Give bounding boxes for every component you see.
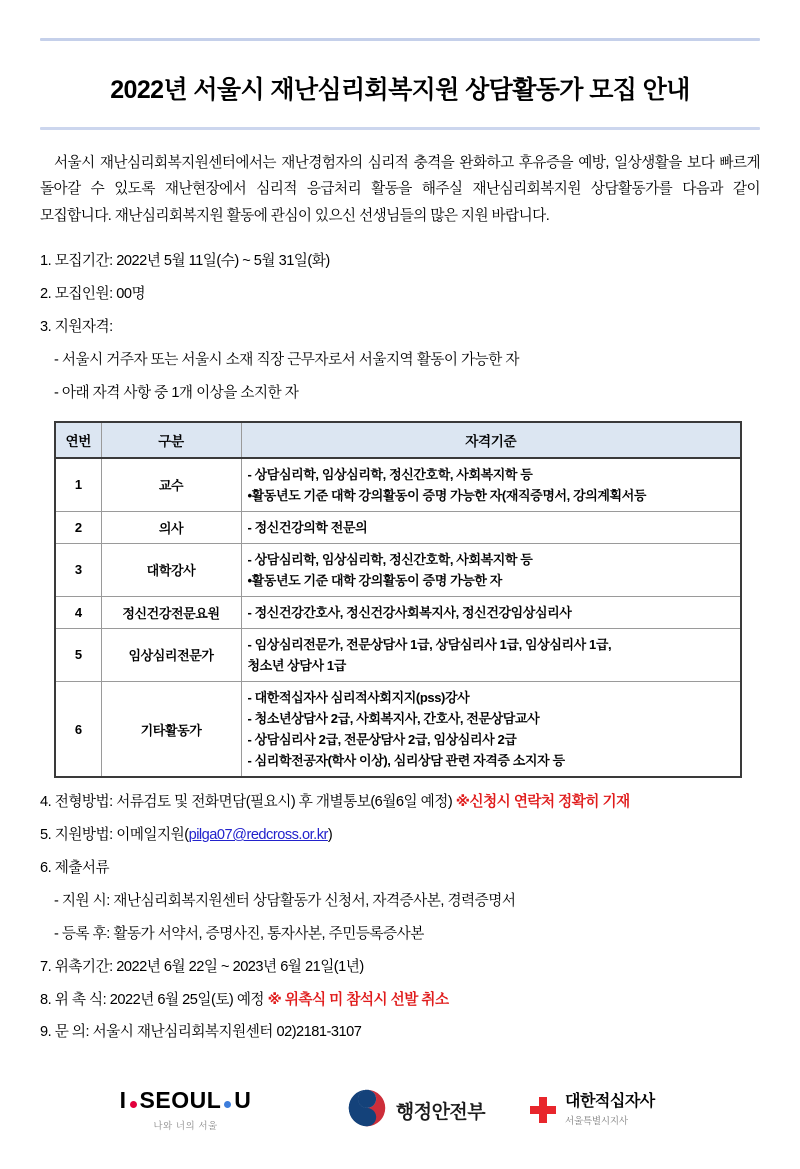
cell-type: 임상심리전문가 [101,628,241,681]
notice-list [40,251,760,1044]
seoul-part-u: U [234,1086,252,1113]
criteria-line: •활동년도 기준 대학 강의활동이 증명 가능한 자(재직증명서, 강의계획서등 [247,487,647,503]
list-item-apply-method [40,825,760,847]
table-row [55,543,741,596]
selection-method-note: ※신청시 연락처 정확히 기재 [455,794,630,811]
intro-paragraph: 서울시 재난심리회복지원센터에서는 재난경험자의 심리적 충격을 완화하고 후유증을 예방, 일상생활을 보다 빠르게 돌아갈 수 있도록 재난현장에서 심리적 응급처리 활동을 해주실 재난심리회복지원 상담활동가를 다음과 같이 모집합니다. 재난심리회복지원 활동에 관심이 있으신 선생님들의 많은 지원 바랍니다. [40,154,760,224]
cell-type: 정신건강전문요원 [101,596,241,628]
red-dot-icon [130,1101,137,1108]
seoul-part-seoul: SEOUL [139,1086,222,1113]
list-item-ceremony [40,990,760,1012]
cell-no: 2 [55,511,101,543]
cell-criteria [241,681,741,777]
redcross-logo [520,1093,760,1127]
cell-criteria [241,458,741,512]
table-header-row [55,422,741,458]
cell-criteria [241,628,741,681]
redcross-name: 대한적십자사 [565,1092,655,1110]
redcross-branch: 서울특별시지사 [565,1116,628,1128]
seoul-brand-logo [40,1086,313,1132]
cell-criteria [241,543,741,596]
redcross-text-block [565,1093,655,1127]
list-item-contact: 9. 문 의: 서울시 재난심리회복지원센터 02)2181-3107 [40,1024,362,1041]
criteria-line: 청소년 상담사 1급 [247,657,346,673]
criteria-line: - 임상심리전문가, 전문상담사 1급, 상담심리사 1급, 임상심리사 1급, [247,636,612,652]
red-cross-icon [530,1097,556,1123]
list-item-qualification: 3. 지원자격: [40,318,113,335]
page-title: 2022년 서울시 재난심리회복지원 상담활동가 모집 안내 [110,75,690,104]
table-row [55,681,741,777]
cell-no: 4 [55,596,101,628]
qualification-table [54,421,742,779]
criteria-line: - 정신건강간호사, 정신건강사회복지사, 정신건강임상심리사 [247,604,572,620]
mois-name: 행정안전부 [395,1101,486,1123]
criteria-line: - 청소년상담사 2급, 사회복지사, 간호사, 전문상담교사 [247,711,540,727]
list-item-documents-sub-2: - 등록 후: 활동가 서약서, 증명사진, 통자사본, 주민등록증사본 [54,925,424,942]
selection-method-text: 4. 전형방법: 서류검토 및 전화면담(필요시) 후 개별통보(6월6일 예정) [40,794,456,811]
criteria-line: - 상담심리학, 임상심리학, 정신간호학, 사회복지학 등 [247,466,533,482]
table-row [55,458,741,512]
column-header-type: 구분 [101,422,241,458]
cell-type: 기타활동가 [101,681,241,777]
cell-type: 의사 [101,511,241,543]
criteria-line: - 심리학전공자(학사 이상), 심리상담 관련 자격증 소지자 등 [247,753,565,769]
seoul-brand-subtitle: 나와 너의 서울 [153,1120,218,1132]
table-body [55,458,741,778]
column-header-no: 연번 [55,422,101,458]
criteria-line: - 대한적십자사 심리적사회지지(pss)강사 [247,689,470,705]
table-row [55,596,741,628]
seoul-brand-wordmark [58,1086,313,1113]
criteria-line: - 상담심리사 2급, 전문상담사 2급, 임상심리사 2급 [247,732,517,748]
mois-logo [313,1089,520,1132]
list-item-qualification-sub-2: - 아래 자격 사항 중 1개 이상을 소지한 자 [54,384,299,401]
list-item-documents-sub-1: - 지원 시: 재난심리회복지원센터 상담활동가 신청서, 자격증사본, 경력증명서 [54,892,516,909]
title-rule-bottom [40,127,760,130]
cell-no: 1 [55,458,101,512]
footer-logos [40,1073,760,1147]
table-row [55,511,741,543]
cell-criteria [241,596,741,628]
email-link[interactable]: pilga07@redcross.or.kr [188,827,328,844]
cell-no: 6 [55,681,101,777]
list-item-documents: 6. 제출서류 [40,859,110,876]
cell-type: 교수 [101,458,241,512]
list-item-appointment-period: 7. 위촉기간: 2022년 6월 22일 ~ 2023년 6월 21일(1년) [40,958,364,975]
criteria-line: - 정신건강의학 전문의 [247,519,368,535]
title-rule-top [40,38,760,41]
cell-type: 대학강사 [101,543,241,596]
seoul-part-i: I [119,1086,127,1113]
document-page [0,38,800,1169]
criteria-line: •활동년도 기준 대학 강의활동이 증명 가능한 자 [247,572,502,588]
list-item-recruit-count: 2. 모집인원: 00명 [40,286,146,303]
taegeuk-icon [348,1089,386,1132]
apply-method-text-close: ) [327,827,333,844]
list-item-qualification-sub-1: - 서울시 거주자 또는 서울시 소재 직장 근무자로서 서울지역 활동이 가능한 자 [54,351,519,368]
apply-method-text: 5. 지원방법: 이메일지원( [40,827,189,844]
cell-no: 3 [55,543,101,596]
ceremony-note: ※ 위촉식 미 참석시 선발 취소 [267,991,449,1008]
list-item-recruit-period: 1. 모집기간: 2022년 5월 11일(수) ~ 5월 31일(화) [40,253,330,270]
cell-no: 5 [55,628,101,681]
column-header-criteria: 자격기준 [241,422,741,458]
criteria-line: - 상담심리학, 임상심리학, 정신간호학, 사회복지학 등 [247,551,533,567]
table-row [55,628,741,681]
cell-criteria [241,511,741,543]
list-item-selection-method [40,792,760,814]
ceremony-text: 8. 위 촉 식: 2022년 6월 25일(토) 예정 [40,991,268,1008]
blue-dot-icon [224,1101,231,1108]
